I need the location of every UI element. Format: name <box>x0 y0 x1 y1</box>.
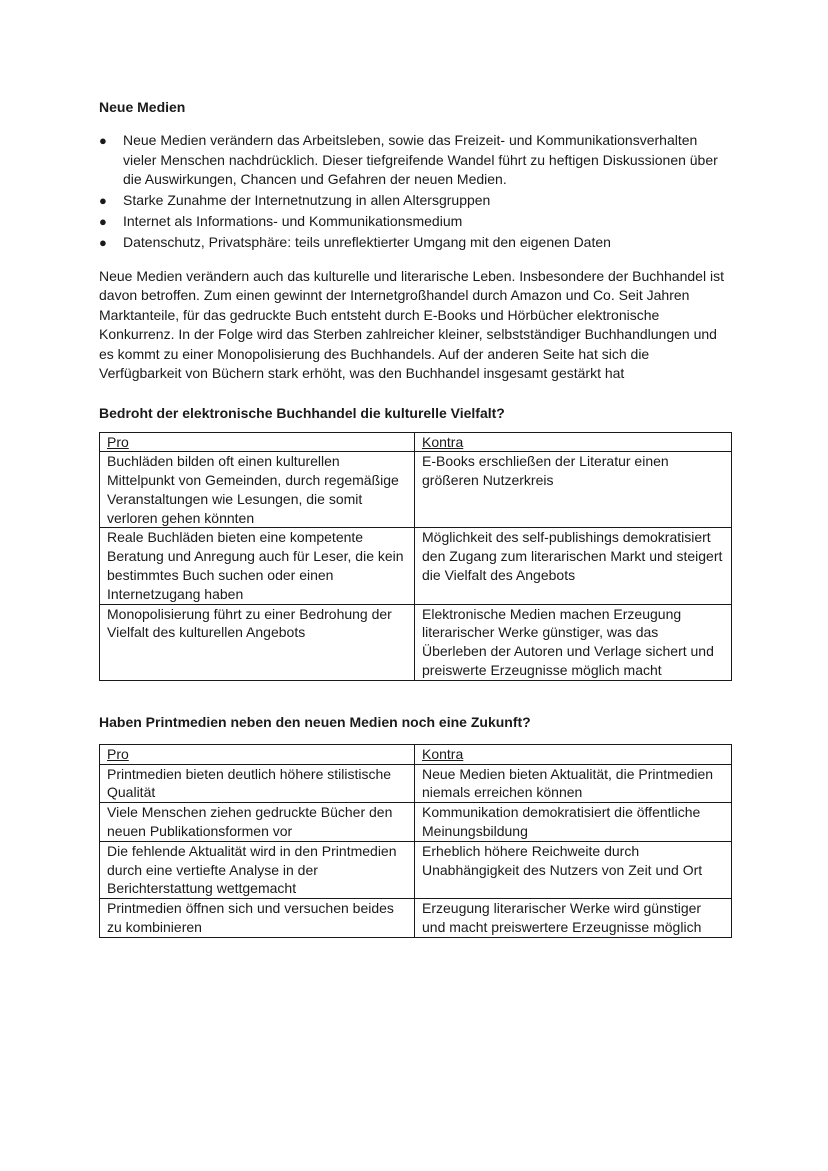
pro-cell: Die fehlende Aktualität wird in den Printmedien durch eine vertiefte Analyse in der Berichterstattung wettgemacht <box>100 841 415 898</box>
pro-cell: Viele Menschen ziehen gedruckte Bücher den neuen Publikationsformen vor <box>100 803 415 842</box>
table-row <box>100 803 732 842</box>
contra-header: Kontra <box>415 744 732 764</box>
pro-cell: Reale Buchläden bieten eine kompetente Beratung und Anregung auch für Leser, die kein bestimmtes Buch suchen oder einen Internetzugang haben <box>100 528 415 604</box>
table-row <box>100 452 732 528</box>
contra-cell: E-Books erschließen der Literatur einen größeren Nutzerkreis <box>415 452 732 528</box>
table-row <box>100 604 732 680</box>
pro-cell: Buchläden bilden oft einen kulturellen Mittelpunkt von Gemeinden, durch regemäßige Veranstaltungen wie Lesungen, die somit verloren gehen könnten <box>100 452 415 528</box>
table-row <box>100 899 732 938</box>
section-heading-buchhandel: Bedroht der elektronische Buchhandel die kulturelle Vielfalt? <box>99 404 505 421</box>
pro-cell: Monopolisierung führt zu einer Bedrohung der Vielfalt des kulturellen Angebots <box>100 604 415 680</box>
document-title: Neue Medien <box>99 99 186 115</box>
bullet-icon: ● <box>99 235 107 250</box>
table-header-row <box>100 744 732 764</box>
pro-cell: Printmedien öffnen sich und versuchen beides zu kombinieren <box>100 899 415 938</box>
bullet-icon: ● <box>99 133 107 148</box>
bullet-icon: ● <box>99 193 107 208</box>
contra-cell: Erzeugung literarischer Werke wird günstiger und macht preiswertere Erzeugnisse möglich <box>415 899 732 938</box>
bullet-item: ● Starke Zunahme der Internetnutzung in allen Altersgruppen <box>99 191 731 211</box>
pro-header: Pro <box>100 432 415 452</box>
bullet-list <box>99 131 731 253</box>
contra-cell: Kommunikation demokratisiert die öffentliche Meinungsbildung <box>415 803 732 842</box>
contra-cell: Erheblich höhere Reichweite durch Unabhängigkeit des Nutzers von Zeit und Ort <box>415 841 732 898</box>
pro-contra-table-printmedien <box>99 744 732 938</box>
table-header-row <box>100 432 732 452</box>
contra-header: Kontra <box>415 432 732 452</box>
table-row <box>100 528 732 604</box>
pro-header: Pro <box>100 744 415 764</box>
bullet-icon: ● <box>99 214 107 229</box>
bullet-item: ● Internet als Informations- und Kommunikationsmedium <box>99 212 731 232</box>
contra-cell: Elektronische Medien machen Erzeugung literarischer Werke günstiger, was das Überleben der Autoren und Verlage sichert und preiswerte Erzeugnisse möglich macht <box>415 604 732 680</box>
table-row <box>100 841 732 898</box>
contra-cell: Möglichkeit des self-publishings demokratisiert den Zugang zum literarischen Markt und steigert die Vielfalt des Angebots <box>415 528 732 604</box>
bullet-item: ● Datenschutz, Privatsphäre: teils unreflektierter Umgang mit den eigenen Daten <box>99 233 731 253</box>
bullet-item: ● Neue Medien verändern das Arbeitsleben, sowie das Freizeit- und Kommunikationsverhalten vieler Menschen nachdrücklich. Dieser tiefgreifende Wandel führt zu heftigen Diskussionen über die Auswirkungen, Chancen und Gefahren der neuen Medien. <box>99 132 718 187</box>
document-page <box>99 98 731 938</box>
contra-cell: Neue Medien bieten Aktualität, die Printmedien niemals erreichen können <box>415 764 732 803</box>
table-row <box>100 764 732 803</box>
pro-cell: Printmedien bieten deutlich höhere stilistische Qualität <box>100 764 415 803</box>
section-heading-printmedien: Haben Printmedien neben den neuen Medien noch eine Zukunft? <box>99 713 531 730</box>
pro-contra-table-buchhandel <box>99 432 732 681</box>
body-paragraph: Neue Medien verändern auch das kulturelle und literarische Leben. Insbesondere der Buchhandel ist davon betroffen. Zum einen gewinnt der Internetgroßhandel durch Amazon und Co. Seit Jahren Marktanteile, für das gedruckte Buch entsteht durch E-Books und Hörbücher elektronische Konkurrenz. In der Folge wird das Sterben zahlreicher kleiner, selbstständiger Buchhandlungen und es kommt zu einer Monopolisierung des Buchhandels. Auf der anderen Seite hat sich die Verfügbarkeit von Büchern stark erhöht, was den Buchhandel insgesamt gestärkt hat <box>99 267 724 381</box>
